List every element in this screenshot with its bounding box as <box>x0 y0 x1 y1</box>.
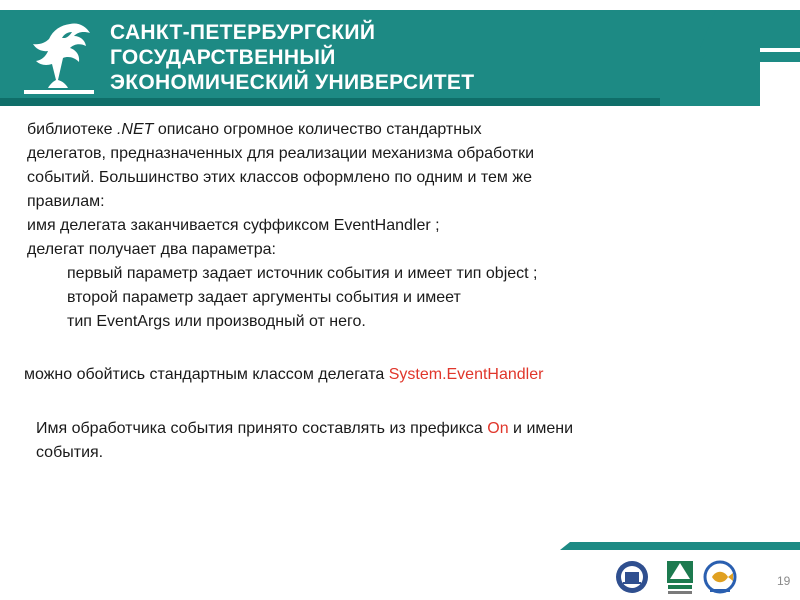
handler-naming-line-1 <box>36 417 756 441</box>
main-text <box>27 118 707 334</box>
text-line-3: событий. Большинство этих классов оформлено по одним и тем же <box>27 169 532 186</box>
standard-delegate-note <box>24 363 543 387</box>
university-name-line-3: ЭКОНОМИЧЕСКИЙ УНИВЕРСИТЕТ <box>110 71 475 94</box>
university-name-line-2: ГОСУДАРСТВЕННЫЙ <box>110 46 336 69</box>
handler-naming-text-b: и имени <box>508 420 574 437</box>
footer-stripe <box>560 542 800 550</box>
text-line-2: делегатов, предназначенных для реализации механизма обработки <box>27 145 534 162</box>
handler-naming-note <box>36 417 756 465</box>
header-stripe <box>0 98 660 106</box>
header-corner-stripe <box>700 10 800 48</box>
handler-naming-line-2: события. <box>36 444 104 461</box>
page-number: 19 <box>777 574 791 588</box>
text-line-1-net: .NET <box>116 121 154 138</box>
text-line-4: правилам: <box>27 193 105 210</box>
text-line-1-part-c: описано огромное количество стандартных <box>153 121 482 138</box>
text-line-6: делегат получает два параметра: <box>27 241 276 258</box>
griffin-logo-icon <box>18 18 100 98</box>
emblem-icon <box>616 561 648 593</box>
system-eventhandler-highlight: System.EventHandler <box>388 366 544 383</box>
standard-delegate-text: можно обойтись стандартным классом делегата <box>24 366 389 383</box>
header-corner-stripe-thin <box>700 52 800 62</box>
text-line-5: имя делегата заканчивается суффиксом EventHandler ; <box>27 217 440 234</box>
university-name-line-1: САНКТ-ПЕТЕРБУРГСКИЙ <box>110 21 376 44</box>
handler-naming-text-a: Имя обработчика события принято составлять из префикса <box>36 420 488 437</box>
text-line-9: тип EventArgs или производный от него. <box>67 313 366 330</box>
footer-logos <box>612 557 762 597</box>
fish-logo-icon <box>705 562 735 592</box>
text-line-8: второй параметр задает аргументы события и имеет <box>67 289 461 306</box>
text-line-1-part-a: библиотеке <box>27 121 117 138</box>
on-prefix-highlight: On <box>487 420 509 437</box>
university-name <box>110 20 474 95</box>
text-line-1 <box>27 118 707 142</box>
fincek-logo-icon <box>667 561 693 594</box>
text-line-7: первый параметр задает источник события и имеет тип object ; <box>67 265 538 282</box>
